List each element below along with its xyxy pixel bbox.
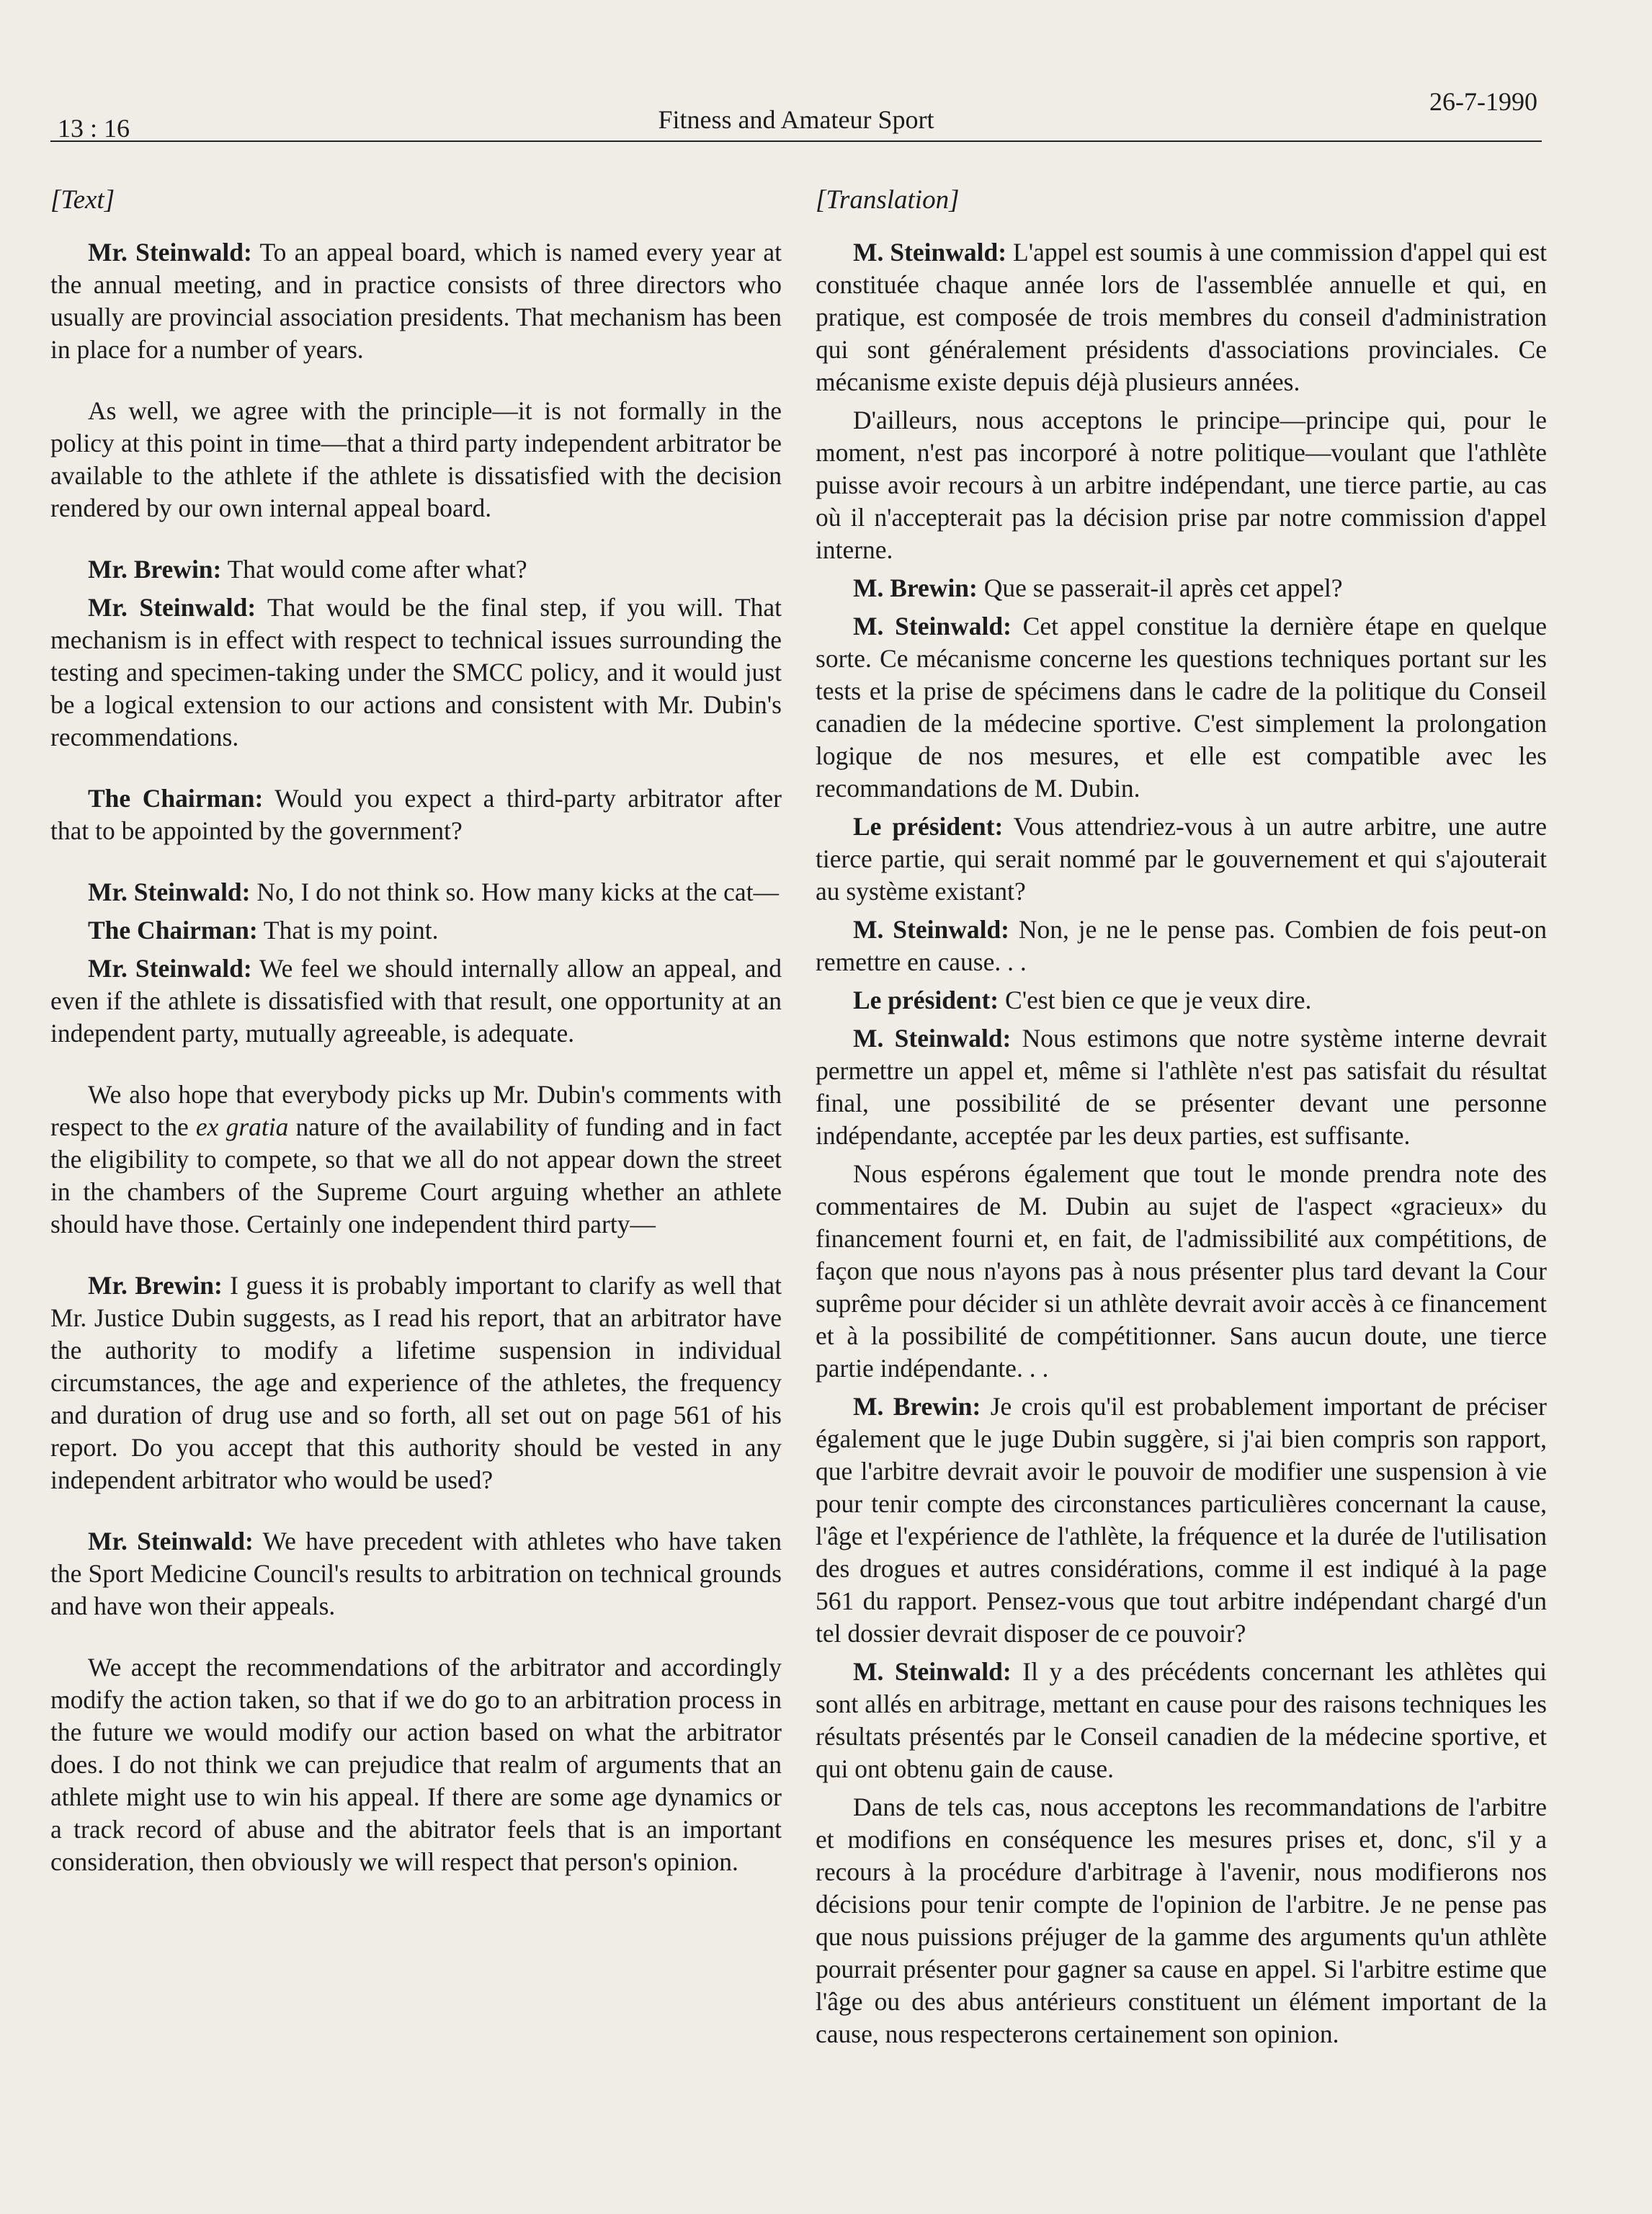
paragraph [816, 1391, 1547, 1650]
paragraph [50, 1269, 782, 1496]
paragraph [816, 914, 1547, 978]
speaker-name: Mr. Steinwald: [88, 593, 256, 622]
paragraph-text: Vous attendriez-vous à un autre arbitre, une autre tierce partie, qui serait nommé par le gouvernement et qui s'ajouterait au système existant? [816, 812, 1547, 906]
speaker-name: Le président: [853, 812, 1004, 841]
paragraph-text: No, I do not think so. How many kicks at the cat— [250, 878, 780, 906]
column-label-translation: [Translation] [816, 185, 960, 215]
speaker-name: M. Brewin: [853, 573, 978, 602]
paragraph-text: nature of the availability of funding and in fact the eligibility to compete, so that we all do not appear down the street in the chambers of the Supreme Court arguing whether an athlete should have those. Certainly one independent third party— [50, 1112, 782, 1238]
paragraph [816, 1158, 1547, 1385]
page-title: Fitness and Amateur Sport [658, 105, 934, 134]
paragraph [816, 236, 1547, 398]
column-label-text: [Text] [50, 185, 115, 215]
paragraph-text: Nous estimons que notre système interne devrait permettre un appel et, même si l'athlète n'est pas satisfait du résultat final, une possibilité de se présenter devant une personne indépendante, acceptée par les deux parties, est suffisante. [816, 1024, 1547, 1150]
paragraph [50, 1651, 782, 1878]
speaker-name: Mr. Steinwald: [88, 878, 251, 906]
paragraph-text: Would you expect a third-party arbitrator after that to be appointed by the government? [50, 784, 782, 845]
paragraph [50, 553, 782, 586]
paragraph-text: Dans de tels cas, nous acceptons les recommandations de l'arbitre et modifions en conséquence les mesures prises et, donc, s'il y a recours à la procédure d'arbitrage à l'avenir, nous modifierons nos décisions pour tenir compte de l'opinion de l'arbitre. Je ne pense pas que nous puissions préjuger de la gamme des arguments qu'un athlète pourrait présenter pour gagner sa cause en appel. Si l'arbitre estime que l'âge ou des abus antérieurs constituent un élément important de la cause, nous respecterons certainement son opinion. [816, 1793, 1547, 2048]
speaker-name: M. Steinwald: [853, 612, 1012, 640]
header-rule [50, 140, 1542, 142]
paragraph-text: Je crois qu'il est probablement important de préciser également que le juge Dubin suggère, si j'ai bien compris son rapport, que l'arbitre devrait avoir le pouvoir de modifier une suspension à vie pour tenir compte des circonstances particulières concernant la cause, l'âge et l'expérience de l'athlète, la fréquence et la durée de l'utilisation des drogues et autres considérations, comme il est indiqué à la page 561 du rapport. Pensez-vous que tout arbitre indépendant chargé d'un tel dossier devrait disposer de ce pouvoir? [816, 1392, 1548, 1648]
speaker-name: M. Steinwald: [853, 915, 1010, 944]
speaker-name: The Chairman: [88, 784, 264, 813]
paragraph-text: We also hope that everybody picks up Mr. Dubin's comments with respect to the [50, 1080, 782, 1141]
speaker-name: Mr. Steinwald: [88, 1527, 254, 1555]
paragraph [50, 395, 782, 525]
speaker-name: M. Brewin: [853, 1392, 981, 1421]
paragraph [50, 592, 782, 754]
left-column [50, 184, 782, 1878]
paragraph [50, 236, 782, 366]
paragraph [816, 984, 1547, 1017]
page-header [50, 68, 1542, 148]
paragraph-text: That is my point. [257, 916, 439, 945]
paragraph-text: We have precedent with athletes who have taken the Sport Medicine Council's results to arbitration on technical grounds and have won their appeals. [50, 1527, 782, 1620]
paragraph [816, 610, 1547, 805]
speaker-name: M. Steinwald: [853, 238, 1007, 267]
paragraph [50, 876, 782, 909]
paragraph-text: D'ailleurs, nous acceptons le principe—principe qui, pour le moment, n'est pas incorporé à notre politique—voulant que l'athlète puisse avoir recours à un arbitre indépendant, une tierce partie, au cas où il n'accepterait pas la décision prise par notre commission d'appel interne. [816, 406, 1547, 564]
paragraph [50, 1525, 782, 1622]
paragraph-text: Il y a des précédents concernant les athlètes qui sont allés en arbitrage, mettant en cause pour des raisons techniques les résultats présentés par le Conseil canadien de la médecine sportive, et qui ont obtenu gain de cause. [816, 1657, 1548, 1783]
paragraph-text: Nous espérons également que tout le monde prendra note des commentaires de M. Dubin au sujet de l'aspect «gracieux» du financement fourni et, en fait, de l'admissibilité aux compétitions, de façon que nous n'ayons pas à nous présenter plus tard devant la Cour suprême pour décider si un athlète devrait avoir accès à ce financement et à la possibilité de compétitionner. Sans aucun doute, une tierce partie indépendante. . . [816, 1159, 1547, 1383]
page-number: 13 : 16 [58, 114, 130, 143]
speaker-name: Mr. Brewin: [88, 1271, 223, 1300]
paragraph-text: That would come after what? [221, 555, 527, 584]
paragraph [50, 782, 782, 847]
speaker-name: Mr. Brewin: [88, 555, 222, 584]
speaker-name: Mr. Steinwald: [88, 238, 252, 267]
paragraph-text: I guess it is probably important to clarify as well that Mr. Justice Dubin suggests, as I read his report, that an arbitrator have the authority to modify a lifetime suspension in individual circumstances, the age and experience of the athletes, the frequency and duration of drug use and so forth, all set out on page 561 of his report. Do you accept that this authority should be vested in any independent arbitrator who would be used? [50, 1271, 782, 1494]
speaker-name: M. Steinwald: [853, 1024, 1012, 1053]
right-column [816, 184, 1547, 2050]
paragraph-text: We accept the recommendations of the arbitrator and accordingly modify the action taken, so that if we do go to an arbitration process in the future we would modify our action based on what the arbitrator does. I do not think we can prejudice that realm of arguments that an athlete might use to win his appeal. If there are some age dynamics or a track record of abuse and the abitrator feels that is an important consideration, then obviously we will respect that person's opinion. [50, 1653, 782, 1876]
paragraph-text: As well, we agree with the principle—it is not formally in the policy at this point in time—that a third party independent arbitrator be available to the athlete if the athlete is dissatisfied with the decision rendered by our own internal appeal board. [50, 396, 782, 522]
paragraph-text: That would be the final step, if you will. That mechanism is in effect with respect to technical issues surrounding the testing and specimen-taking under the SMCC policy, and it would just be a logical extension to our actions and consistent with Mr. Dubin's recommendations. [50, 593, 782, 751]
paragraph [816, 404, 1547, 566]
paragraph-text: Cet appel constitue la dernière étape en quelque sorte. Ce mécanisme concerne les questions techniques portant sur les tests et la prise de spécimens dans le cadre de la politique du Conseil canadien de la médecine sportive. C'est simplement la prolongation logique de nos mesures, et elle est compatible avec les recommandations de M. Dubin. [816, 612, 1547, 803]
speaker-name: Mr. Steinwald: [88, 954, 252, 983]
italic-term: ex gratia [195, 1112, 289, 1141]
paragraph-text: We feel we should internally allow an appeal, and even if the athlete is dissatisfied with that result, one opportunity at an independent party, mutually agreeable, is adequate. [50, 954, 782, 1048]
paragraph [816, 1791, 1547, 2050]
paragraph-text: Que se passerait-il après cet appel? [977, 573, 1343, 602]
speaker-name: Le président: [853, 986, 999, 1014]
paragraph [50, 914, 782, 947]
paragraph-text: L'appel est soumis à une commission d'appel qui est constituée chaque année lors de l'assemblée annuelle et qui, en pratique, est composée de trois membres du conseil d'administration qui sont généralement présidents d'associations provinciales. Ce mécanisme existe depuis déjà plusieurs années. [816, 238, 1548, 396]
paragraph [816, 1656, 1547, 1785]
paragraph [50, 952, 782, 1050]
speaker-name: The Chairman: [88, 916, 258, 945]
paragraph-text: To an appeal board, which is named every year at the annual meeting, and in practice consists of three directors who usually are provincial association presidents. That mechanism has been in place for a number of years. [50, 238, 782, 364]
paragraph [50, 1079, 782, 1241]
paragraph-text: Non, je ne le pense pas. Combien de fois peut-on remettre en cause. . . [816, 915, 1547, 976]
paragraph [816, 1022, 1547, 1152]
paragraph [816, 572, 1547, 604]
paragraph-text: C'est bien ce que je veux dire. [999, 986, 1312, 1014]
paragraph [816, 811, 1547, 908]
speaker-name: M. Steinwald: [853, 1657, 1012, 1686]
page-date: 26-7-1990 [1429, 87, 1537, 116]
